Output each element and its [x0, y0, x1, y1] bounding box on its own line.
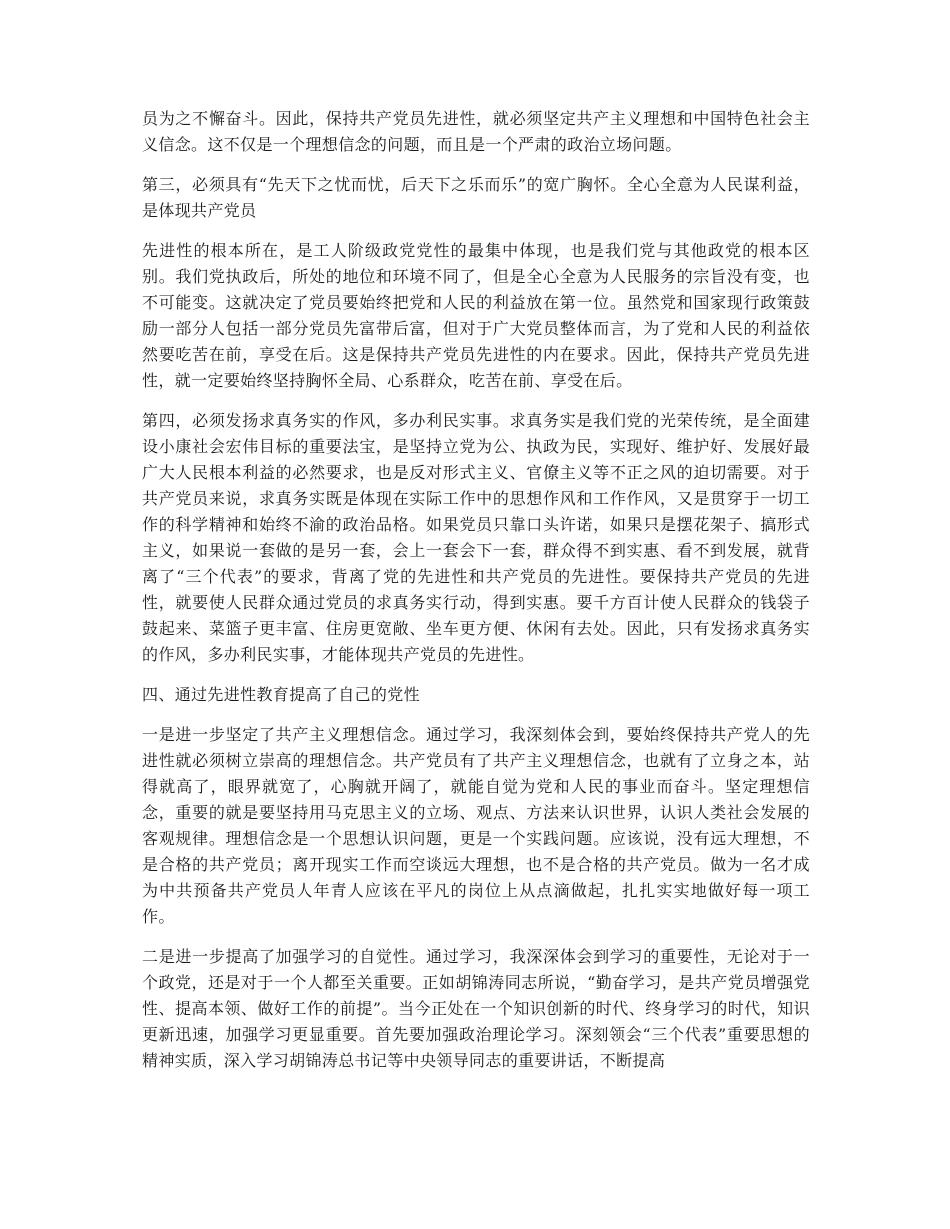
section-heading-four: 四、通过先进性教育提高了自己的党性 — [142, 685, 420, 704]
paragraph-fourth-point: 第四，必须发扬求真务实的作风，多办利民实事。求真务实是我们党的光荣传统，是全面建设小康社会宏伟目标的重要法宝，是坚持立党为公、执政为民，实现好、维护好、发展好最广大人民根本利益的必然要求，也是反对形式主义、官僚主义等不正之风的迫切需要。对于共产党员来说，求真务实既是体现在实际工作中的思想作风和工作作风，又是贯穿于一切工作的科学精神和始终不渝的政治品格。如果党员只靠口头许诺，如果只是摆花架子、搞形式主义，如果说一套做的是另一套，会上一套会下一套，群众得不到实惠、看不到发展，就背离了“三个代表”的要求，背离了党的先进性和共产党员的先进性。要保持共产党员的先进性，就要使人民群众通过党员的求真务实行动，得到实惠。要千方百计使人民群众的钱袋子鼓起来、菜篮子更丰富、住房更宽敞、坐车更方便、休闲有去处。因此，只有发扬求真务实的作风，多办利民实事，才能体现共产党员的先进性。 — [142, 411, 810, 664]
paragraph-serve-people: 先进性的根本所在，是工人阶级政党党性的最集中体现，也是我们党与其他政党的根本区别。我们党执政后，所处的地位和环境不同了，但是全心全意为人民服务的宗旨没有变，也不可能变。这就决定了党员要始终把党和人民的利益放在第一位。虽然党和国家现行政策鼓励一部分人包括一部分党员先富带后富，但对于广大党员整体而言，为了党和人民的利益依然要吃苦在前，享受在后。这是保持共产党员先进性的内在要求。因此，保持共产党员先进性，就一定要始终坚持胸怀全局、心系群众，吃苦在前、享受在后。 — [142, 241, 810, 390]
document-body — [142, 106, 810, 1088]
paragraph-second-gain: 二是进一步提高了加强学习的自觉性。通过学习，我深深体会到学习的重要性，无论对于一个政党，还是对于一个人都至关重要。正如胡锦涛同志所说，“勤奋学习，是共产党员增强党性、提高本领、做好工作的前提”。当今正处在一个知识创新的时代、终身学习的时代，知识更新迅速，加强学习更显重要。首先要加强政治理论学习。深刻领会“三个代表”重要思想的精神实质，深入学习胡锦涛总书记等中央领导同志的重要讲话，不断提高 — [142, 947, 810, 1070]
paragraph-ideal-belief-continued: 员为之不懈奋斗。因此，保持共产党员先进性，就必须坚定共产主义理想和中国特色社会主义信念。这不仅是一个理想信念的问题，而且是一个严肃的政治立场问题。 — [142, 109, 810, 154]
paragraph-first-gain: 一是进一步坚定了共产主义理想信念。通过学习，我深刻体会到，要始终保持共产党人的先进性就必须树立崇高的理想信念。共产党员有了共产主义理想信念，也就有了立身之本，站得就高了，眼界就宽了，心胸就开阔了，就能自觉为党和人民的事业而奋斗。坚定理想信念，重要的就是要坚持用马克思主义的立场、观点、方法来认识世界，认识人类社会发展的客观规律。理想信念是一个思想认识问题，更是一个实践问题。应该说，没有远大理想，不是合格的共产党员；离开现实工作而空谈远大理想，也不是合格的共产党员。做为一名才成为中共预备共产党员人年青人应该在平凡的岗位上从点滴做起，扎扎实实地做好每一项工作。 — [142, 725, 810, 926]
paragraph-third-point: 第三，必须具有“先天下之忧而忧，后天下之乐而乐”的宽广胸怀。全心全意为人民谋利益，是体现共产党员 — [142, 175, 810, 220]
